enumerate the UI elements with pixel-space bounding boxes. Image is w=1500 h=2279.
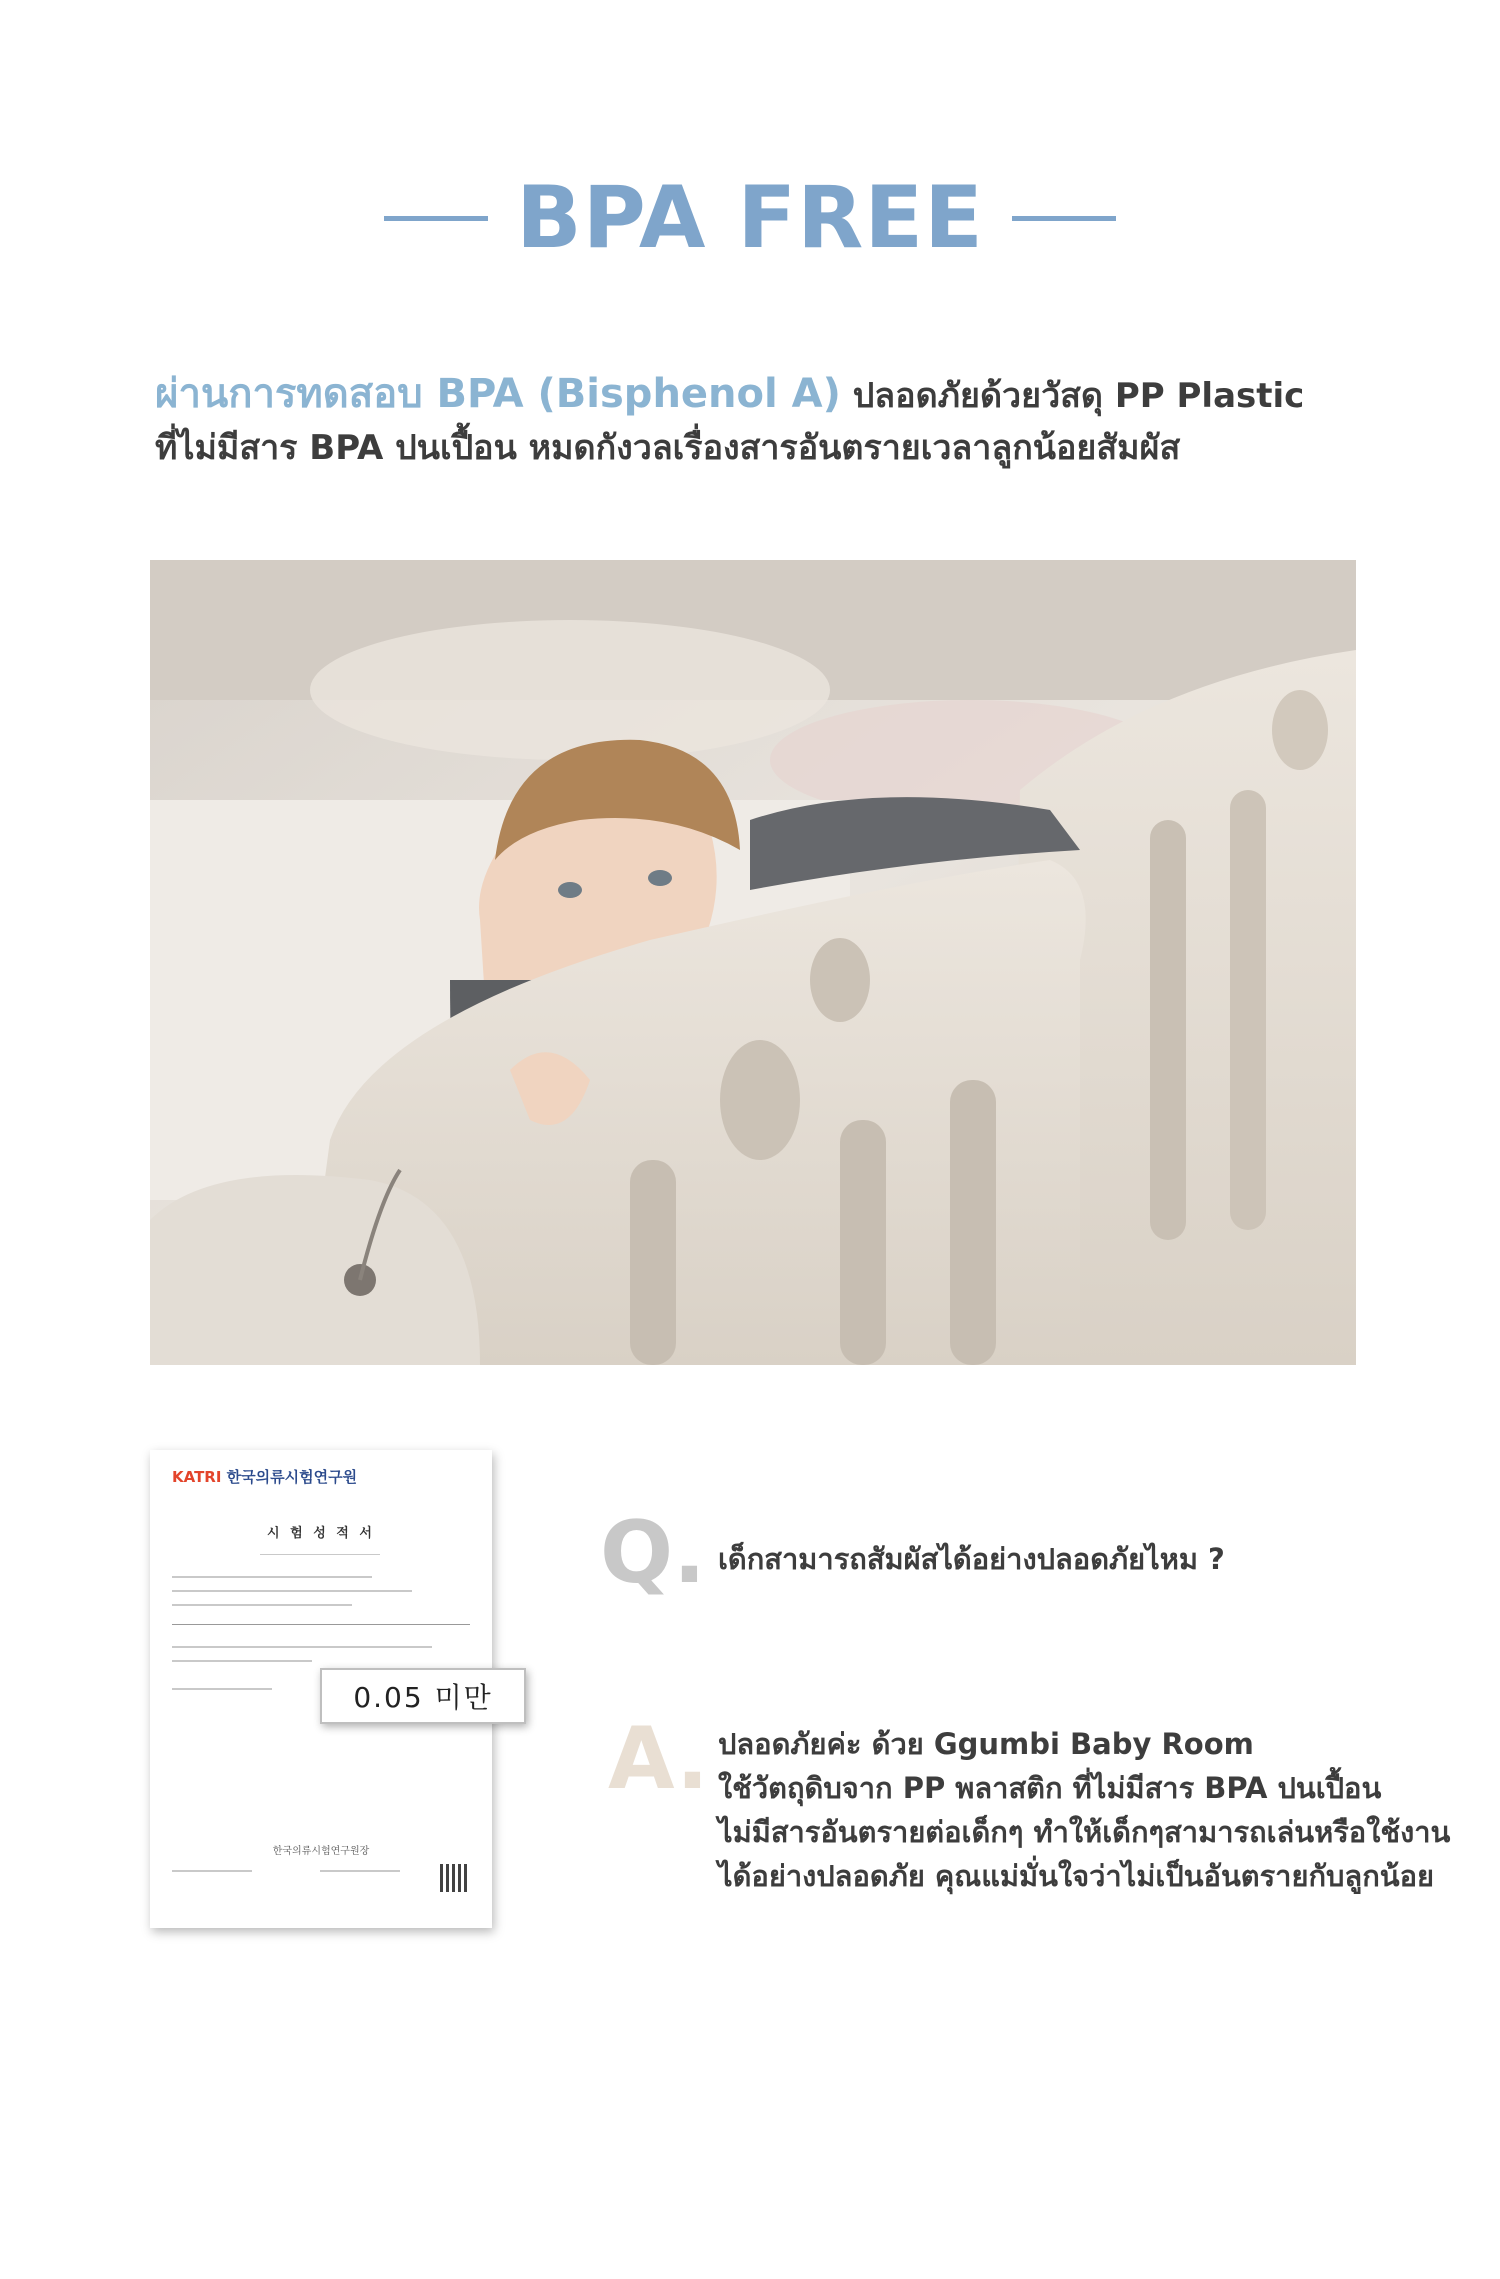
answer-line-2: ใช้วัตถุดิบจาก PP พลาสติก ที่ไม่มีสาร BPA ปนเปื้อน — [718, 1771, 1382, 1805]
certificate-logo — [172, 1466, 357, 1487]
katri-org-name: 한국의류시험연구원 — [226, 1468, 358, 1486]
certificate-text-line — [172, 1576, 372, 1578]
intro-line-1 — [155, 368, 1385, 422]
photo-illustration — [150, 560, 1356, 1365]
intro-highlight: ผ่านการทดสอบ BPA (Bisphenol A) — [155, 371, 841, 417]
intro-line-1-rest: ปลอดภัยด้วยวัสดุ PP Plastic — [840, 376, 1305, 416]
certificate-table-rule — [172, 1624, 470, 1625]
question-text: เด็กสามารถสัมผัสได้อย่างปลอดภัยไหม ? — [718, 1542, 1225, 1576]
intro-text — [155, 368, 1385, 474]
answer-line-4: ได้อย่างปลอดภัย คุณแม่มั่นใจว่าไม่เป็นอันตรายกับลูกน้อย — [718, 1859, 1434, 1893]
title-row — [0, 168, 1500, 268]
answer-line-3: ไม่มีสารอันตรายต่อเด็กๆ ทำให้เด็กๆสามารถเล่นหรือใช้งาน — [718, 1815, 1451, 1849]
title-left-line — [384, 216, 488, 221]
certificate-text-line — [172, 1646, 432, 1648]
answer-text — [718, 1722, 1450, 1898]
certificate-footer-org: 한국의류시험연구원장 — [272, 1846, 370, 1857]
qr-code-icon — [440, 1864, 468, 1892]
answer-line-1: ปลอดภัยค่ะ ด้วย Ggumbi Baby Room — [718, 1727, 1254, 1761]
certificate-text-line — [172, 1590, 412, 1592]
certificate-signature-line — [320, 1870, 400, 1872]
certificate-text-line — [172, 1660, 312, 1662]
katri-brand: KATRI — [172, 1468, 222, 1486]
baby-playpen-photo — [150, 560, 1356, 1365]
answer-letter: A. — [608, 1709, 709, 1809]
certificate-text-line — [172, 1688, 272, 1690]
certificate-divider — [260, 1554, 380, 1555]
test-certificate — [150, 1450, 492, 1928]
certificate-title: 시 험 성 적 서 — [267, 1526, 375, 1541]
certificate-signature-line — [172, 1870, 252, 1872]
certificate-text-line — [172, 1604, 352, 1606]
title-right-line — [1012, 216, 1116, 221]
page-title: BPA FREE — [516, 168, 984, 268]
question-letter: Q. — [600, 1503, 706, 1603]
bpa-result-badge: 0.05 미만 — [320, 1668, 526, 1724]
intro-line-2: ที่ไม่มีสาร BPA ปนเปื้อน หมดกังวลเรื่องสารอันตรายเวลาลูกน้อยสัมผัส — [155, 428, 1181, 468]
